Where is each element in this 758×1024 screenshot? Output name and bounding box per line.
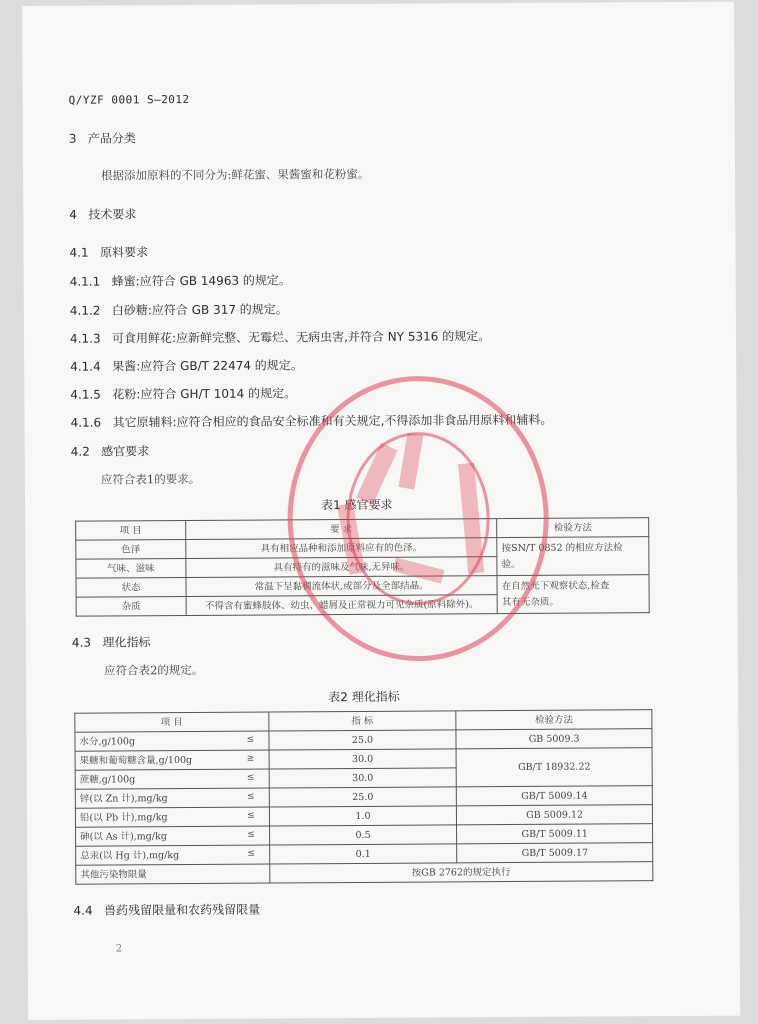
table-header: 项 目	[75, 712, 269, 732]
table-cell: 常温下呈黏稠流体状,或部分及全部结晶。	[186, 576, 498, 597]
table-cell: 蔗糖,g/100g ≤	[75, 769, 269, 789]
table-cell: 锌(以 Zn 计),mg/kg ≤	[75, 788, 269, 808]
table-cell: 总汞(以 Hg 计),mg/kg ≤	[76, 845, 270, 865]
table-cell: 状态	[76, 578, 186, 598]
para-4-3: 应符合表2的规定。	[104, 662, 204, 678]
table-cell: 30.0	[269, 749, 457, 769]
table-cell: 0.5	[269, 825, 457, 845]
table-header: 要 求	[185, 519, 497, 540]
table-cell: 具有相应品种和添加原料应有的色泽。	[186, 538, 498, 559]
table-cell: GB 5009.3	[456, 729, 652, 749]
table2-caption: 表2 理化指标	[328, 689, 400, 705]
table-cell: GB/T 18932.22	[456, 748, 652, 787]
sensory-table	[75, 517, 650, 617]
physicochemical-table	[74, 709, 653, 885]
table-cell: 气味、滋味	[76, 559, 186, 579]
table-cell: 色泽	[76, 540, 186, 560]
table-cell: 水分,g/100g ≤	[75, 731, 269, 751]
table-header: 项 目	[76, 521, 186, 541]
clause-4-1-1: 4.1.1 蜂蜜:应符合 GB 14963 的规定。	[69, 273, 291, 289]
table-cell: GB/T 5009.17	[457, 843, 653, 863]
table-cell-method: 在自然光下观察状态,检查 其有无杂质。	[497, 575, 649, 614]
table-cell: 其他污染物限量	[76, 864, 270, 884]
table-cell: 25.0	[269, 787, 457, 807]
table-cell: GB 5009.12	[457, 805, 653, 825]
table-cell: 1.0	[269, 806, 457, 826]
clause-4-1-6: 4.1.6 其它原辅料:应符合相应的食品安全标准和有关规定,不得添加非食品用原料和辅料。	[70, 412, 553, 430]
page-number: 2	[115, 943, 123, 955]
para-3: 根据添加原料的不同分为:鲜花蜜、果酱蜜和花粉蜜。	[100, 166, 370, 183]
table-header: 指 标	[268, 711, 456, 731]
table-cell: 砷(以 As 计),mg/kg ≤	[76, 826, 270, 846]
heading-4-2: 4.2 感官要求	[70, 444, 150, 459]
table-cell: 不得含有蜜蜂肢体、幼虫、蜡屑及正常视力可见杂质(原料除外)。	[186, 595, 498, 616]
table-cell: 按GB 2762的规定执行	[269, 862, 652, 883]
table-cell: 杂质	[76, 597, 186, 617]
table-row	[75, 748, 652, 771]
table-cell: 25.0	[269, 730, 457, 750]
para-4-2: 应符合表1的要求。	[100, 471, 201, 487]
table-cell: GB/T 5009.14	[457, 786, 653, 806]
heading-4-3: 4.3 理化指标	[71, 635, 151, 650]
clause-4-1-2: 4.1.2 白砂糖:应符合 GB 317 的规定。	[69, 302, 288, 318]
table-cell-method: 按SN/T 0852 的相应方法检 验。	[497, 537, 649, 576]
table-cell: 果糖和葡萄糖含量,g/100g ≥	[75, 750, 269, 770]
heading-4-1: 4.1 原料要求	[69, 245, 149, 260]
table-row	[76, 862, 653, 885]
document-page	[22, 2, 740, 1020]
standard-code: Q/YZF 0001 S—2012	[68, 92, 190, 107]
table1-caption: 表1 感官要求	[321, 497, 393, 513]
table-cell: 铅(以 Pb 计),mg/kg ≤	[75, 807, 269, 827]
table-cell: 0.1	[269, 844, 457, 864]
table-cell: GB/T 5009.11	[457, 824, 653, 844]
clause-4-1-5: 4.1.5 花粉:应符合 GH/T 1014 的规定。	[70, 386, 297, 402]
heading-4-4: 4.4 兽药残留限量和农药残留限量	[73, 902, 261, 918]
table-header: 检验方法	[456, 710, 652, 730]
table-cell: 30.0	[269, 768, 457, 788]
table-header: 检验方法	[497, 518, 649, 538]
heading-3: 3 产品分类	[68, 131, 136, 146]
heading-4: 4 技术要求	[69, 207, 137, 222]
clause-4-1-3: 4.1.3 可食用鲜花:应新鲜完整、无霉烂、无病虫害,并符合 NY 5316 的规定。	[69, 329, 491, 346]
table-row	[76, 575, 649, 597]
clause-4-1-4: 4.1.4 果酱:应符合 GB/T 22474 的规定。	[70, 358, 303, 374]
table-cell: 具有特有的滋味及气味,无异味。	[186, 557, 498, 578]
table-row	[76, 537, 649, 559]
